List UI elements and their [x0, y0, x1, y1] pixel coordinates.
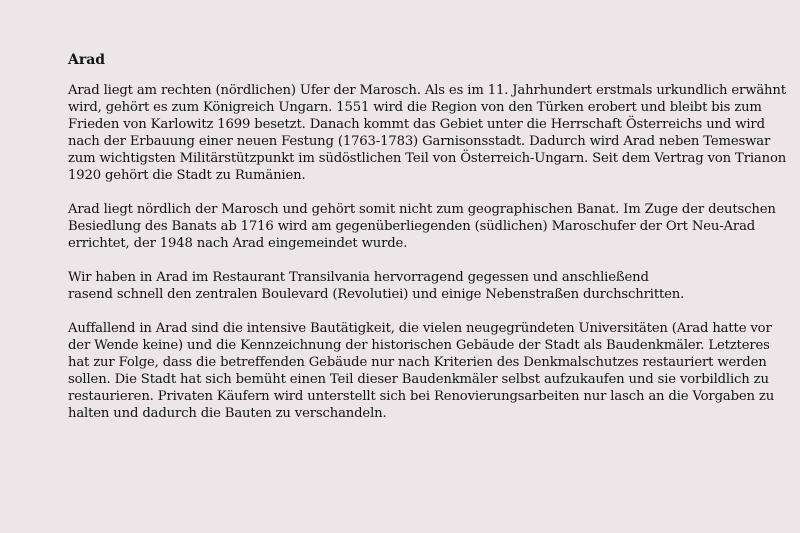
text-line: der Wende keine) und die Kennzeichnung der historischen Gebäude der Stadt als Baudenkmäler. Letzteres — [68, 338, 770, 353]
text-line: hat zur Folge, dass die betreffenden Gebäude nur nach Kriterien des Denkmalschutzes restauriert werden — [68, 355, 767, 370]
text-line: wird, gehört es zum Königreich Ungarn. 1551 wird die Region von den Türken erobert und bleibt bis zum — [68, 100, 762, 115]
text-line: Frieden von Karlowitz 1699 besetzt. Danach kommt das Gebiet unter die Herrschaft Österreichs und wird — [68, 117, 765, 132]
text-line: restaurieren. Privaten Käufern wird unterstellt sich bei Renovierungsarbeiten nur lasch an die Vorgaben zu — [68, 389, 775, 404]
text-line: errichtet, der 1948 nach Arad eingemeindet wurde. — [68, 236, 408, 251]
text-line: zum wichtigsten Militärstützpunkt im südöstlichen Teil von Österreich-Ungarn. Seit dem Vertrag von Trianon — [68, 151, 787, 166]
text-line: Wir haben in Arad im Restaurant Transilvania hervorragend gegessen und anschließend — [68, 270, 649, 285]
text-line: nach der Erbauung einer neuen Festung (1763-1783) Garnisonsstadt. Dadurch wird Arad neben Temeswar — [68, 134, 771, 149]
text-line: Arad liegt nördlich der Marosch und gehört somit nicht zum geographischen Banat. Im Zuge der deutschen — [68, 202, 776, 217]
text-line: rasend schnell den zentralen Boulevard (Revolutiei) und einige Nebenstraßen durchschritten. — [68, 287, 685, 302]
paragraph-observations — [68, 320, 775, 422]
text-line: 1920 gehört die Stadt zu Rumänien. — [68, 168, 306, 183]
paragraph-visit — [68, 269, 736, 303]
text-line: Besiedlung des Banats ab 1716 wird am gegenüberliegenden (südlichen) Maroschufer der Ort Neu-Arad — [68, 219, 756, 234]
paragraph-geography — [68, 201, 776, 252]
text-line: Arad liegt am rechten (nördlichen) Ufer der Marosch. Als es im 11. Jahrhundert erstmals urkundlich erwähnt — [68, 83, 786, 98]
text-line: sollen. Die Stadt hat sich bemüht einen Teil dieser Baudenkmäler selbst aufzukaufen und sie vorbildlich zu — [68, 372, 769, 387]
text-line: halten und dadurch die Bauten zu verschandeln. — [68, 406, 387, 421]
text-line: Auffallend in Arad sind die intensive Bautätigkeit, die vielen neugegründeten Universitäten (Arad hatte vor — [68, 321, 772, 336]
document-title: Arad — [68, 52, 106, 68]
paragraph-history — [68, 82, 787, 184]
